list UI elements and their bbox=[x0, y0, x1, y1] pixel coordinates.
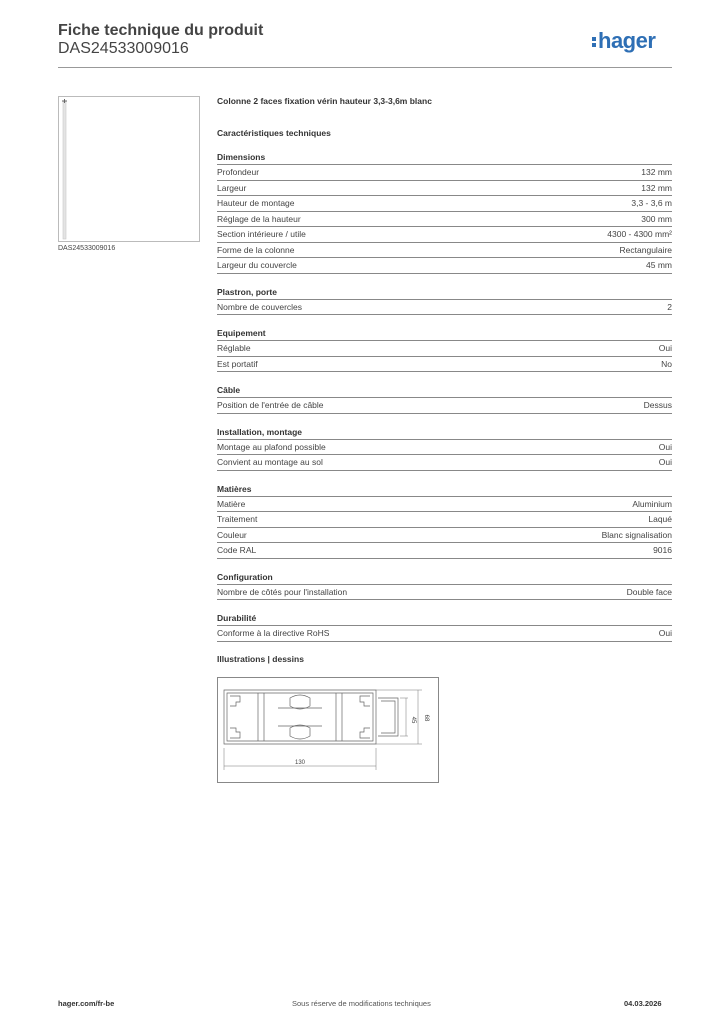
footer-website[interactable]: hager.com/fr-be bbox=[58, 999, 115, 1008]
hager-logo bbox=[592, 28, 655, 54]
spec-label: Réglage de la hauteur bbox=[217, 213, 301, 224]
header-divider bbox=[58, 67, 672, 68]
spec-group bbox=[217, 426, 672, 471]
spec-value: Rectangulaire bbox=[619, 244, 672, 255]
spec-group bbox=[217, 151, 672, 274]
spec-group bbox=[217, 327, 672, 372]
spec-label: Largeur du couvercle bbox=[217, 260, 297, 270]
spec-label: Conforme à la directive RoHS bbox=[217, 628, 330, 638]
spec-row bbox=[217, 258, 672, 274]
spec-value: Double face bbox=[626, 586, 672, 597]
spec-value: Blanc signalisation bbox=[601, 529, 672, 540]
dim-depth-label: 68 bbox=[423, 714, 429, 721]
spec-value: Oui bbox=[658, 343, 672, 353]
spec-group bbox=[217, 483, 672, 559]
column-product-icon bbox=[59, 97, 199, 241]
spec-row bbox=[217, 357, 672, 373]
dim-cover-label: 45 bbox=[410, 716, 416, 723]
spec-group bbox=[217, 571, 672, 601]
spec-value: 9016 bbox=[653, 545, 672, 555]
spec-value: Dessus bbox=[643, 400, 672, 410]
spec-row bbox=[217, 497, 672, 513]
spec-group bbox=[217, 286, 672, 316]
spec-group-title: Equipement bbox=[217, 327, 672, 341]
spec-row bbox=[217, 196, 672, 212]
spec-group-title: Plastron, porte bbox=[217, 286, 672, 300]
spec-value: Laqué bbox=[648, 514, 672, 524]
spec-label: Réglable bbox=[217, 343, 251, 353]
dim-width-label: 130 bbox=[294, 759, 306, 766]
spec-row bbox=[217, 512, 672, 528]
spec-label: Profondeur bbox=[217, 167, 260, 177]
spec-label: Code RAL bbox=[217, 545, 257, 555]
spec-label: Section intérieure / utile bbox=[217, 229, 306, 239]
spec-label: Convient au montage au sol bbox=[217, 457, 323, 467]
product-name: Colonne 2 faces fixation vérin hauteur 3,3-3,6m blanc bbox=[217, 96, 432, 106]
spec-value: 132 mm bbox=[641, 182, 672, 193]
spec-group-title: Durabilité bbox=[217, 612, 672, 626]
spec-row bbox=[217, 227, 672, 243]
image-caption: DAS24533009016 bbox=[58, 245, 116, 252]
spec-label: Nombre de côtés pour l'installation bbox=[217, 586, 348, 597]
spec-value: 300 mm bbox=[641, 213, 672, 224]
spec-label: Couleur bbox=[217, 529, 247, 540]
logo-text: hager bbox=[598, 28, 656, 53]
spec-label: Est portatif bbox=[217, 358, 258, 369]
spec-row bbox=[217, 455, 672, 471]
spec-value: Oui bbox=[658, 441, 672, 452]
spec-value: Oui bbox=[658, 628, 672, 638]
spec-row bbox=[217, 212, 672, 228]
spec-group-title: Installation, montage bbox=[217, 426, 672, 440]
spec-group bbox=[217, 612, 672, 642]
technical-drawing bbox=[217, 677, 439, 783]
spec-row bbox=[217, 626, 672, 642]
spec-value: Aluminium bbox=[632, 498, 672, 509]
spec-group-title: Câble bbox=[217, 384, 672, 398]
spec-row bbox=[217, 165, 672, 181]
spec-label: Traitement bbox=[217, 514, 258, 524]
spec-row bbox=[217, 543, 672, 559]
spec-row bbox=[217, 341, 672, 357]
spec-value: 45 mm bbox=[646, 260, 672, 270]
logo-dots-icon bbox=[592, 35, 597, 49]
page-title: Fiche technique du produit bbox=[58, 22, 264, 39]
spec-label: Largeur bbox=[217, 182, 247, 193]
spec-group-title: Matières bbox=[217, 483, 672, 497]
spec-label: Matière bbox=[217, 498, 246, 509]
spec-row bbox=[217, 585, 672, 601]
profile-cross-section-drawing bbox=[218, 678, 438, 782]
spec-row bbox=[217, 440, 672, 456]
spec-value: No bbox=[661, 358, 672, 369]
spec-row bbox=[217, 528, 672, 544]
spec-value: 132 mm bbox=[641, 167, 672, 177]
footer-disclaimer: Sous réserve de modifications techniques bbox=[292, 999, 431, 1008]
spec-label: Hauteur de montage bbox=[217, 198, 295, 208]
spec-value: 3,3 - 3,6 m bbox=[631, 198, 672, 208]
technical-characteristics-title: Caractéristiques techniques bbox=[217, 128, 331, 138]
spec-value: 4300 - 4300 mm² bbox=[607, 229, 672, 239]
spec-row bbox=[217, 398, 672, 414]
spec-label: Position de l'entrée de câble bbox=[217, 400, 324, 410]
spec-row bbox=[217, 181, 672, 197]
product-image bbox=[58, 96, 200, 242]
spec-value: 2 bbox=[667, 301, 672, 312]
product-reference: DAS24533009016 bbox=[58, 40, 189, 57]
spec-label: Forme de la colonne bbox=[217, 244, 295, 255]
spec-group-title: Dimensions bbox=[217, 151, 672, 165]
spec-row bbox=[217, 300, 672, 316]
spec-row bbox=[217, 243, 672, 259]
spec-label: Nombre de couvercles bbox=[217, 301, 303, 312]
illustrations-title: Illustrations | dessins bbox=[217, 653, 304, 664]
spec-content bbox=[217, 96, 672, 783]
spec-value: Oui bbox=[658, 457, 672, 467]
spec-group-title: Configuration bbox=[217, 571, 672, 585]
footer-date: 04.03.2026 bbox=[624, 999, 662, 1008]
spec-group bbox=[217, 384, 672, 414]
spec-label: Montage au plafond possible bbox=[217, 441, 326, 452]
spec-sections bbox=[217, 151, 672, 642]
